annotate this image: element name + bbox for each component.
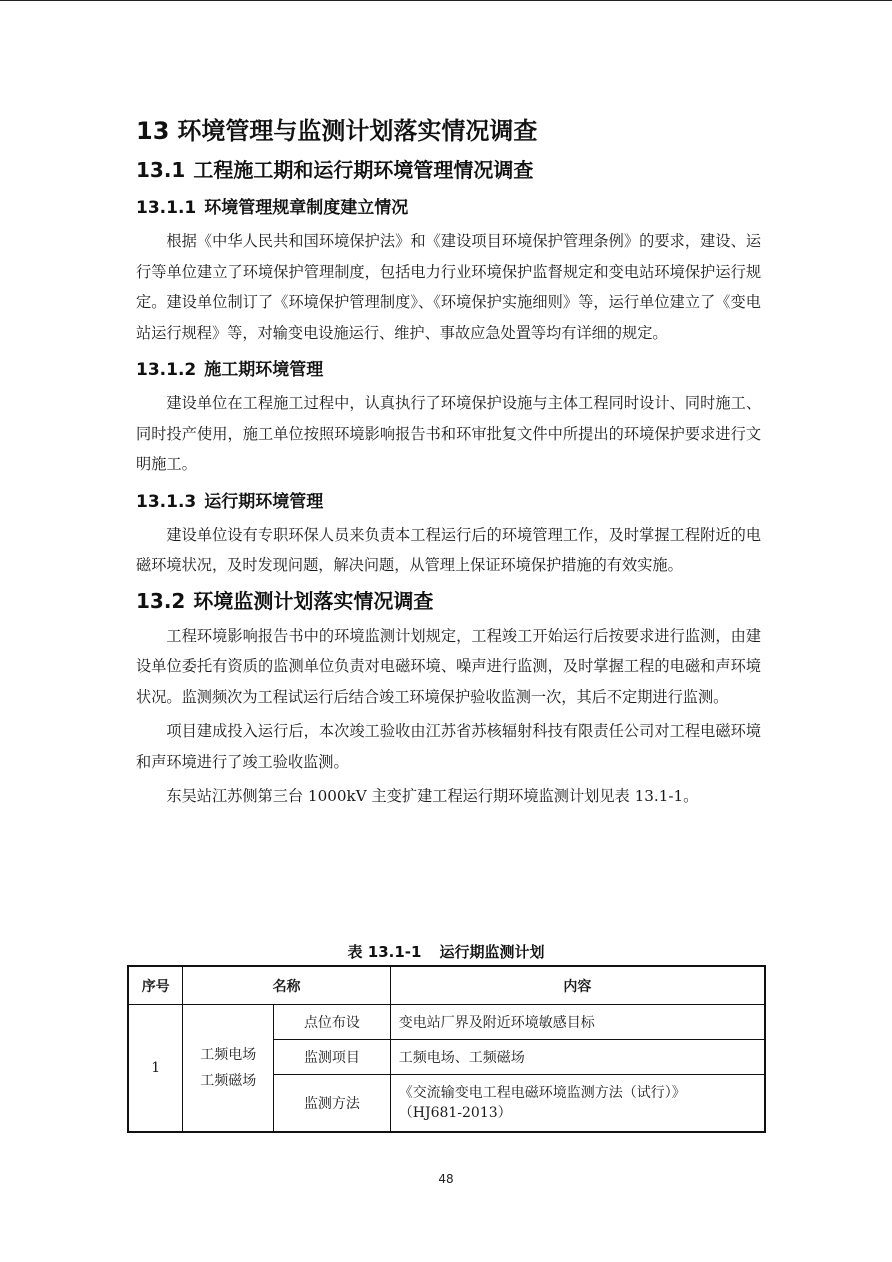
- header-content: 内容: [390, 966, 765, 1005]
- category-cell: [183, 1005, 274, 1133]
- section-13-1-2-heading: [136, 356, 761, 384]
- seq-cell: 1: [128, 1005, 183, 1133]
- section-13-1-heading: [136, 154, 761, 186]
- section-number: 13.2: [136, 588, 186, 613]
- item-label-cell: 监测项目: [274, 1040, 391, 1075]
- paragraph: 项目建成投入运行后，本次竣工验收由江苏省苏核辐射科技有限责任公司对工程电磁环境和声环境进行了竣工验收监测。: [136, 722, 761, 771]
- paragraph: 建设单位在工程施工过程中，认真执行了环境保护设施与主体工程同时设计、同时施工、同时投产使用，施工单位按照环境影响报告书和环审批复文件中所提出的环境保护要求进行文明施工。: [136, 394, 761, 473]
- content-line: 《交流输变电工程电磁环境监测方法（试行）》: [398, 1085, 686, 1101]
- item-content-cell: [390, 1075, 765, 1133]
- chapter-title: 环境管理与监测计划落实情况调查: [177, 117, 538, 145]
- page-content: [136, 110, 761, 812]
- header-name: 名称: [183, 966, 390, 1005]
- top-rule: [0, 0, 892, 1]
- paragraph: 根据《中华人民共和国环境保护法》和《建设项目环境保护管理条例》的要求，建设、运行等单位建立了环境保护管理制度，包括电力行业环境保护监督规定和变电站环境保护运行规定。建设单位制订了《环境保护管理制度》、《环境保护实施细则》等，运行单位建立了《变电站运行规程》等，对输变电设施运行、维护、事故应急处置等均有详细的规定。: [136, 232, 761, 342]
- section-13-1-1-heading: [136, 194, 761, 222]
- table-caption-title: 运行期监测计划: [439, 943, 545, 961]
- item-label-cell: 监测方法: [274, 1075, 391, 1133]
- chapter-number: 13: [136, 117, 170, 145]
- item-content-cell: 工频电场、工频磁场: [390, 1040, 765, 1075]
- category-line: 工频磁场: [200, 1073, 257, 1089]
- section-13-2-heading: [136, 585, 761, 617]
- table-caption: [0, 940, 892, 964]
- monitoring-plan-table: [127, 965, 766, 1133]
- section-number: 13.1.3: [136, 491, 197, 512]
- header-seq: 序号: [128, 966, 183, 1005]
- section-title: 工程施工期和运行期环境管理情况调查: [193, 158, 534, 182]
- table-row: [128, 1005, 765, 1040]
- category-line: 工频电场: [200, 1047, 257, 1063]
- section-number: 13.1.1: [136, 198, 197, 218]
- section-title: 环境监测计划落实情况调查: [193, 588, 434, 613]
- table-header-row: [128, 966, 765, 1005]
- item-content-cell: 变电站厂界及附近环境敏感目标: [390, 1005, 765, 1040]
- page-number: 48: [438, 1172, 454, 1186]
- section-13-1-3-heading: [136, 488, 761, 516]
- paragraph: 工程环境影响报告书中的环境监测计划规定，工程竣工开始运行后按要求进行监测，由建设单位委托有资质的监测单位负责对电磁环境、噪声进行监测，及时掌握工程的电磁和声环境状况。监测频次为工程试运行后结合竣工环境保护验收监测一次，其后不定期进行监测。: [136, 626, 761, 706]
- item-label-cell: 点位布设: [274, 1005, 391, 1040]
- section-number: 13.1: [136, 158, 186, 182]
- section-title: 施工期环境管理: [204, 360, 324, 380]
- section-title: 环境管理规章制度建立情况: [204, 198, 409, 218]
- section-title: 运行期环境管理: [204, 491, 324, 512]
- content-line: （HJ681-2013）: [398, 1105, 512, 1121]
- paragraph: 东吴站江苏侧第三台 1000kV 主变扩建工程运行期环境监测计划见表 13.1-1。: [166, 787, 699, 805]
- paragraph: 建设单位设有专职环保人员来负责本工程运行后的环境管理工作，及时掌握工程附近的电磁环境状况，及时发现问题，解决问题，从管理上保证环境保护措施的有效实施。: [136, 525, 761, 574]
- section-number: 13.1.2: [136, 360, 197, 380]
- table-caption-number: 表 13.1-1: [347, 943, 422, 961]
- chapter-heading: [136, 112, 761, 150]
